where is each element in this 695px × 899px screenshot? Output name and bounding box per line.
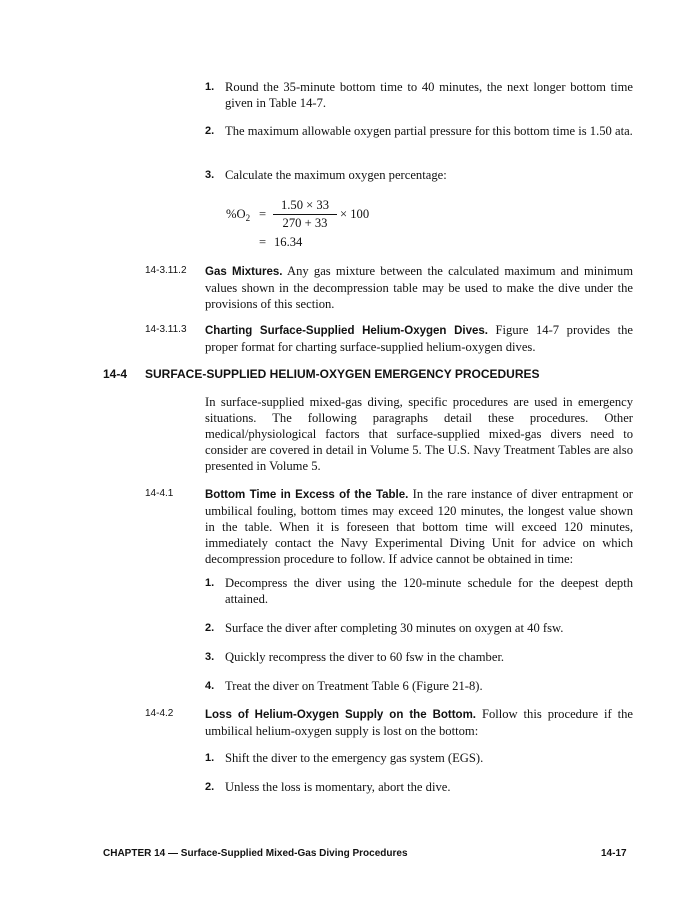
equation-equals: = — [259, 207, 267, 221]
section-number: 14-4.2 — [145, 708, 174, 719]
section-text: In the rare instance of diver entrapment or umbilical fouling, bottom times may exceed 120 minutes, the longest value shown in the table. When it is foreseen that bottom time will exceed 120 minutes, immediately contact the Navy Experimental Diving Unit for advice on which decompression procedure to follow. If advice cannot be obtained in time: — [205, 487, 633, 566]
equation-numerator: 1.50 × 33 — [280, 198, 330, 212]
step-text: Shift the diver to the emergency gas system (EGS). — [225, 751, 484, 765]
step-text: Treat the diver on Treatment Table 6 (Figure 21-8). — [225, 679, 483, 693]
step-number: 4. — [205, 680, 215, 692]
step-number: 3. — [205, 169, 215, 181]
chapter-section-title: SURFACE-SUPPLIED HELIUM-OXYGEN EMERGENCY PROCEDURES — [145, 367, 540, 381]
section-title: Charting Surface-Supplied Helium-Oxygen Dives. — [205, 325, 488, 337]
step-number: 1. — [205, 752, 215, 764]
section-text: Any gas mixture between the calculated maximum and minimum values shown in the decompression table may be used to make the dive under the provisions of this section. — [205, 264, 633, 311]
section-intro-paragraph: In surface-supplied mixed-gas diving, specific procedures are used in emergency situations. The following paragraphs detail these procedures. Other medical/physiological factors that surface-supplied mixed-gas divers need to consider are covered in detail in Volume 5. The U.S. Navy Treatment Tables are also presented in Volume 5. — [205, 395, 633, 473]
chapter-section-number: 14-4 — [103, 367, 128, 381]
equation-lhs: $\%O_2$ — [226, 207, 251, 223]
step-text: Surface the diver after completing 30 minutes on oxygen at 40 fsw. — [225, 621, 564, 635]
section-charting — [205, 322, 633, 355]
section-loss-of-supply — [205, 706, 633, 739]
section-gas-mixtures — [205, 263, 633, 312]
step-text: Calculate the maximum oxygen percentage: — [225, 168, 447, 182]
equation-multiplier: × 100 — [340, 207, 370, 221]
section-title: Loss of Helium-Oxygen Supply on the Bottom. — [205, 709, 476, 721]
section-number: 14-3.11.3 — [145, 324, 187, 335]
step-number: 1. — [205, 577, 215, 589]
step-text: Quickly recompress the diver to 60 fsw in the chamber. — [225, 650, 505, 664]
section-number: 14-3.11.2 — [145, 265, 187, 276]
section-text: Follow this procedure if the umbilical helium-oxygen supply is lost on the bottom: — [205, 707, 633, 738]
section-title: Gas Mixtures. — [205, 266, 283, 278]
step-number: 1. — [205, 81, 215, 93]
section-title: Bottom Time in Excess of the Table. — [205, 489, 409, 501]
section-number: 14-4.1 — [145, 488, 174, 499]
step-text: Round the 35-minute bottom time to 40 minutes, the next longer bottom time given in Table 14-7. — [225, 80, 633, 110]
step-text: The maximum allowable oxygen partial pressure for this bottom time is 1.50 ata. — [225, 124, 633, 138]
step-text: Unless the loss is momentary, abort the dive. — [225, 780, 451, 794]
step-number: 3. — [205, 651, 215, 663]
section-bottom-time — [205, 486, 633, 567]
step-number: 2. — [205, 781, 215, 793]
equation-equals: = — [259, 235, 267, 249]
footer-chapter: CHAPTER 14 — Surface-Supplied Mixed-Gas Diving Procedures — [103, 848, 408, 859]
section-text: Figure 14-7 provides the proper format for charting surface-supplied helium-oxygen dives. — [205, 323, 633, 354]
footer-page-number: 14-17 — [601, 848, 627, 859]
step-text: Decompress the diver using the 120-minute schedule for the deepest depth attained. — [225, 576, 633, 606]
step-number: 2. — [205, 622, 215, 634]
equation-denominator: 270 + 33 — [282, 216, 328, 230]
equation-result: 16.34 — [274, 235, 303, 249]
step-number: 2. — [205, 125, 215, 137]
